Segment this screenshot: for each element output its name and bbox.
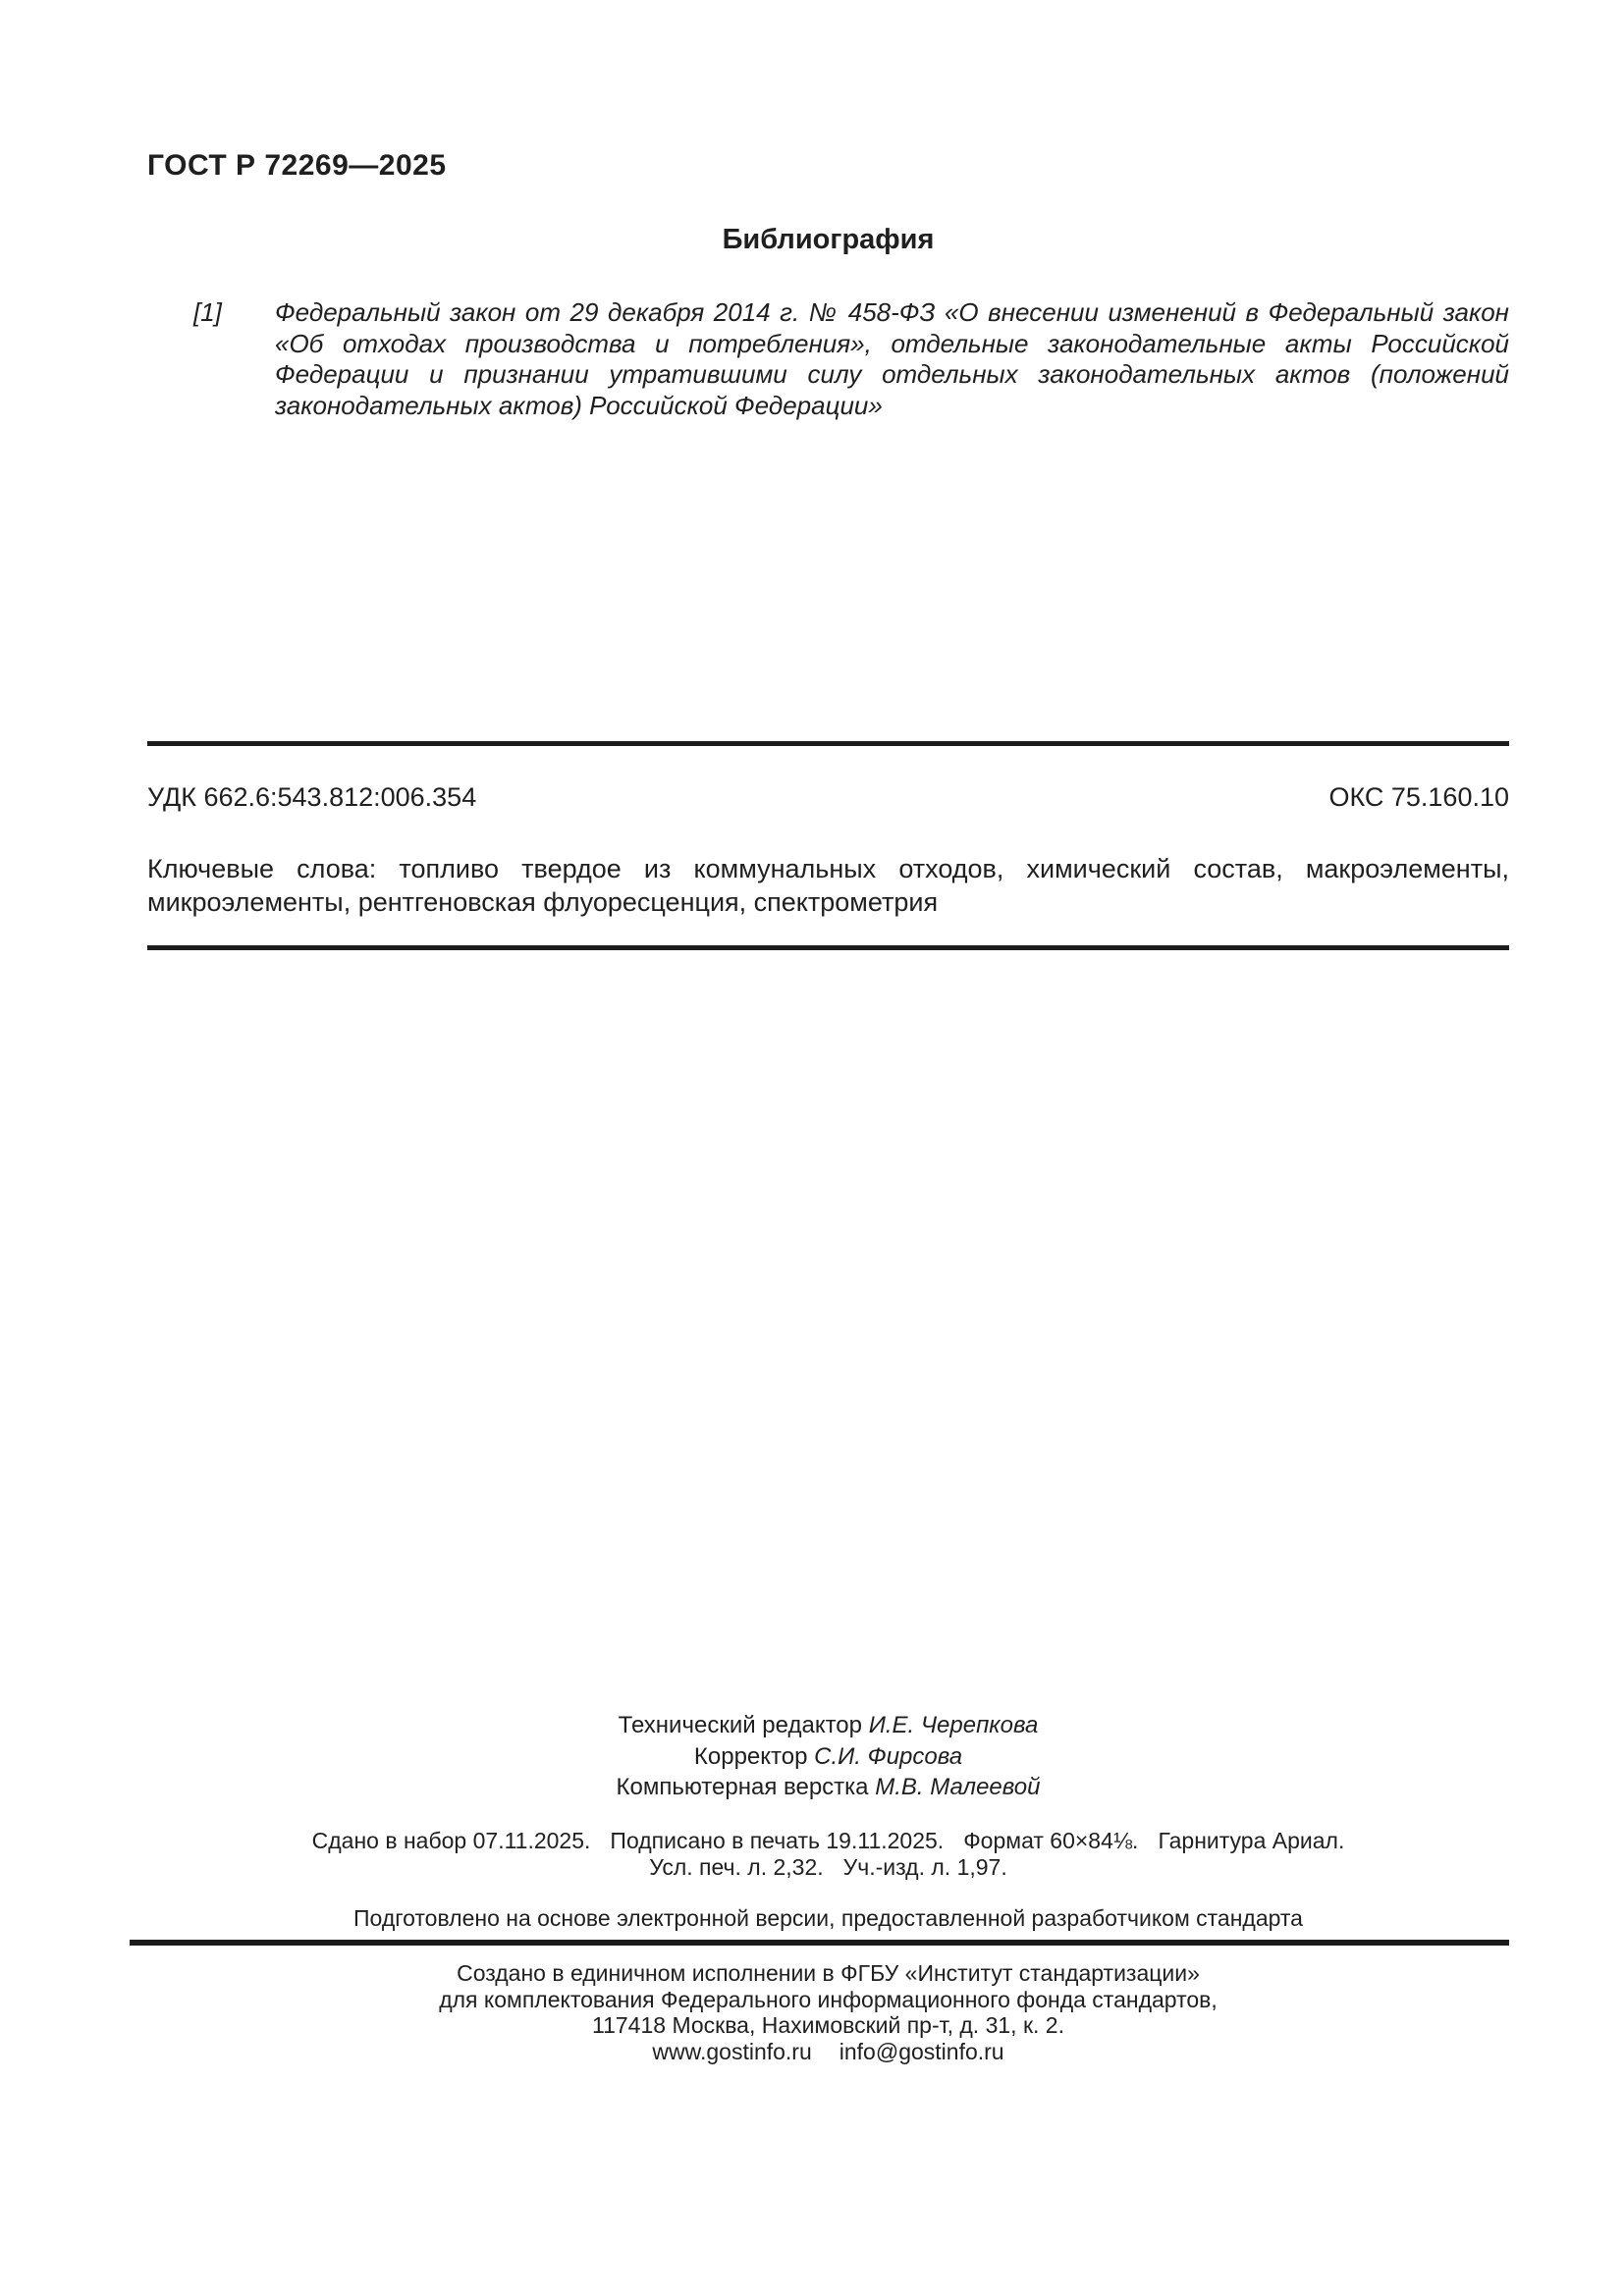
staff-name: М.В. Малеевой (875, 1774, 1041, 1800)
publisher-line-address: 117418 Москва, Нахимовский пр-т, д. 31, к. 2. (592, 2012, 1064, 2038)
staff-name: С.И. Фирсова (814, 1742, 963, 1770)
imprint-typeface: Гарнитура Ариал. (1158, 1828, 1345, 1853)
classification-row (147, 782, 1509, 813)
keywords-paragraph: Ключевые слова: топливо твердое из коммунальных отходов, химический состав, макроэлементы, микроэлементы, рентгеновская флуоресценция, спектрометрия (147, 854, 1509, 917)
staff-role: Технический редактор (618, 1712, 863, 1738)
publisher-website: www.gostinfo.ru (652, 2038, 812, 2064)
staff-line-layout (147, 1772, 1509, 1803)
publisher-line-purpose: для комплектования Федерального информационного фонда стандартов, (439, 1986, 1218, 2012)
staff-role: Компьютерная верстка (616, 1774, 869, 1800)
imprint-print-date: Подписано в печать 19.11.2025. (610, 1828, 945, 1853)
divider-rule-top (147, 741, 1509, 746)
imprint-format: Формат 60×84⅛. (963, 1828, 1139, 1853)
publisher-block (147, 1960, 1509, 2064)
imprint-set-date: Сдано в набор 07.11.2025. (311, 1828, 591, 1853)
imprint-printed-sheets: Усл. печ. л. 2,32. (649, 1854, 824, 1880)
staff-line-technical-editor (147, 1710, 1509, 1741)
oks-code: ОКС 75.160.10 (1328, 782, 1509, 812)
divider-rule-bottom (130, 1940, 1509, 1946)
bibliography-entry-marker: [1] (193, 297, 222, 327)
section-title-bibliography: Библиография (722, 224, 935, 255)
staff-name: И.Е. Черепкова (868, 1712, 1039, 1738)
standard-designation: ГОСТ Р 72269—2025 (147, 149, 447, 182)
prepared-note: Подготовлено на основе электронной версии, предоставленной разработчиком стандарта (353, 1905, 1303, 1931)
imprint-publisher-sheets: Уч.-изд. л. 1,97. (842, 1854, 1007, 1880)
bibliography-entry (193, 297, 1509, 421)
divider-rule-keywords (147, 945, 1509, 950)
imprint-line-2 (147, 1854, 1509, 1881)
bibliography-entry-text: Федеральный закон от 29 декабря 2014 г. № 458-ФЗ «О внесении изменений в Федеральный закон «Об отходах производства и потребления», отдельные законодательные акты Российской Федерации и признании утратившими силу отдельных законодательных актов (положений законодательных актов) Российской Федерации» (275, 297, 1509, 420)
udk-code: УДК 662.6:543.812:006.354 (147, 782, 477, 812)
imprint-line-1 (147, 1828, 1509, 1854)
staff-line-corrector (147, 1741, 1509, 1773)
staff-role: Корректор (693, 1742, 808, 1770)
publisher-email: info@gostinfo.ru (839, 2038, 1004, 2064)
imprint-block (147, 1828, 1509, 1881)
publisher-line-institution: Создано в единичном исполнении в ФГБУ «Институт стандартизации» (457, 1960, 1200, 1986)
editorial-staff-block (147, 1710, 1509, 1803)
publisher-contacts (147, 2039, 1509, 2065)
